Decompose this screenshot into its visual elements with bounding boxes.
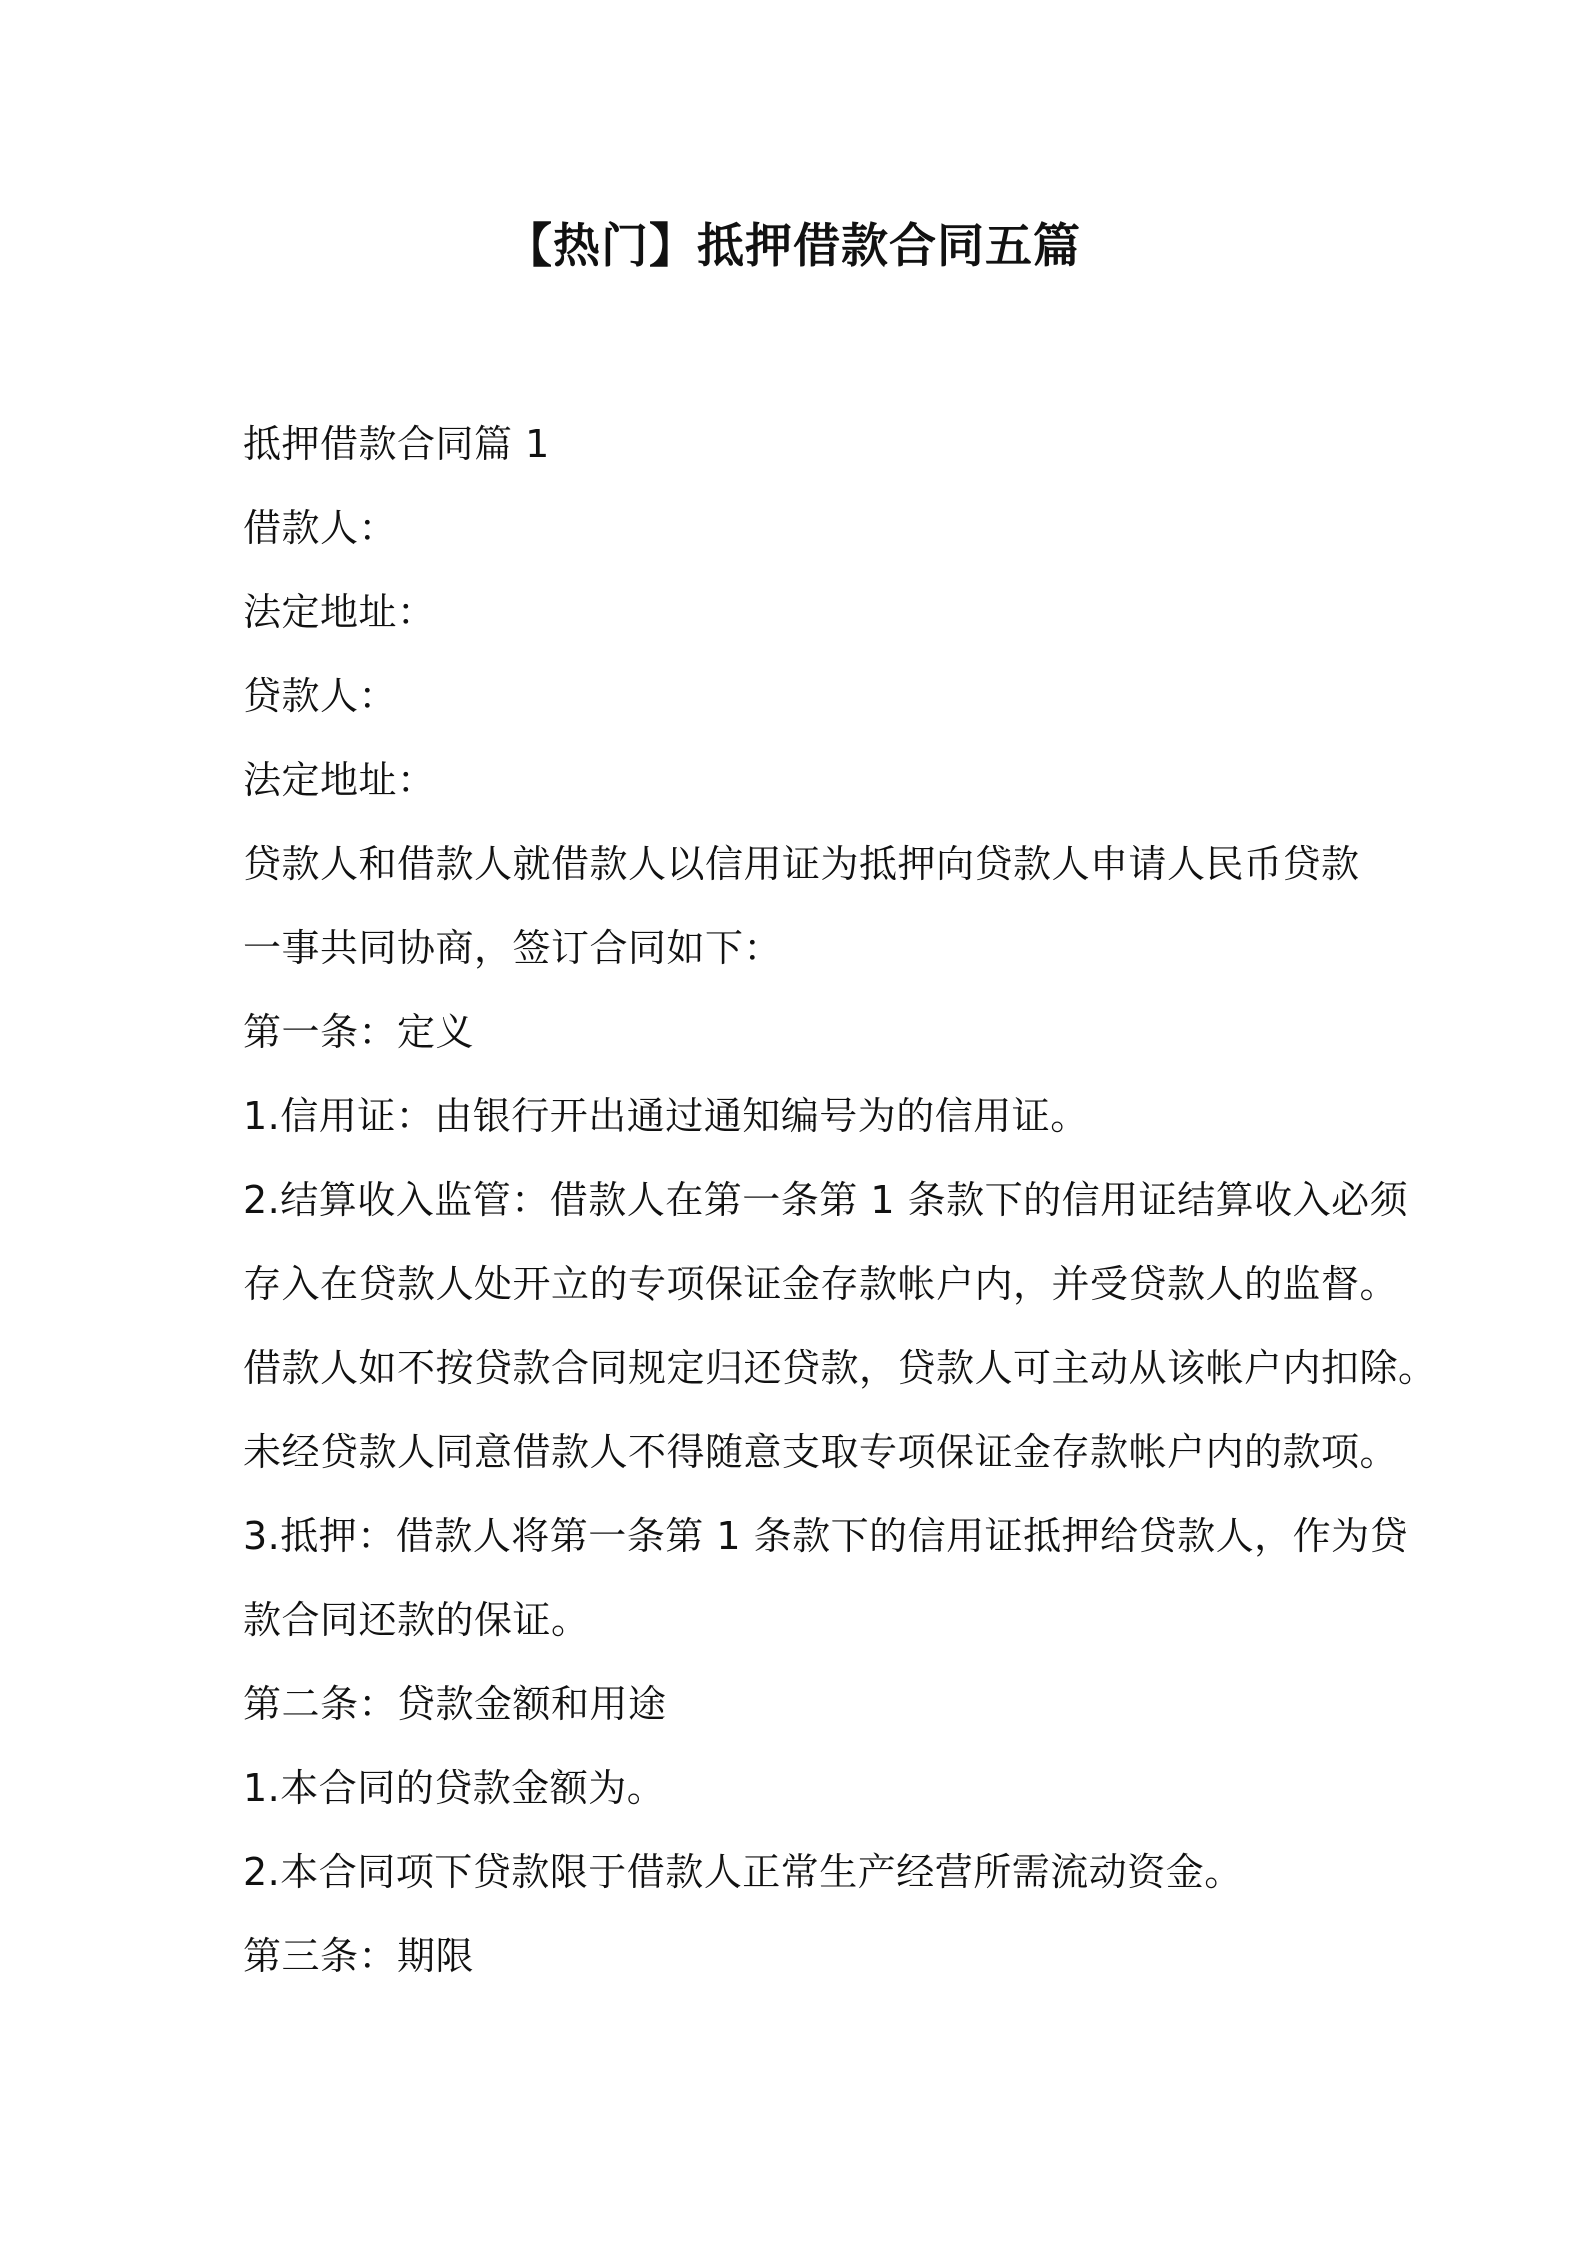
article-heading: 第二条：贷款金额和用途 [243,1682,667,1726]
paragraph-line: 未经贷款人同意借款人不得随意支取专项保证金存款帐户内的款项。 [243,1430,1399,1474]
article-heading: 第三条：期限 [243,1934,475,1978]
paragraph-line: 贷款人和借款人就借款人以信用证为抵押向贷款人申请人民币贷款 [243,842,1360,886]
paragraph-line: 1.本合同的贷款金额为。 [243,1766,666,1810]
paragraph-line: 存入在贷款人处开立的专项保证金存款帐户内，并受贷款人的监督。 [243,1262,1399,1306]
borrower-field-label: 借款人： [243,506,398,550]
paragraph-line: 2.结算收入监管：借款人在第一条第 1 条款下的信用证结算收入必须 [243,1178,1409,1222]
paragraph-line: 款合同还款的保证。 [243,1598,590,1642]
paragraph-line: 2.本合同项下贷款限于借款人正常生产经营所需流动资金。 [243,1850,1243,1894]
article-heading: 第一条：定义 [243,1010,475,1054]
lender-field-label: 贷款人： [243,674,398,718]
lender-address-label: 法定地址： [243,758,436,802]
borrower-address-label: 法定地址： [243,590,436,634]
document-title: 【热门】抵押借款合同五篇 [505,219,1081,274]
document-body [243,402,1437,1998]
paragraph-line: 3.抵押：借款人将第一条第 1 条款下的信用证抵押给贷款人，作为贷 [243,1514,1409,1558]
paragraph-line: 一事共同协商，签订合同如下： [243,926,783,970]
section-heading-contract-1: 抵押借款合同篇 1 [243,422,550,466]
paragraph-line: 1.信用证：由银行开出通过通知编号为的信用证。 [243,1094,1089,1138]
paragraph-line: 借款人如不按贷款合同规定归还贷款，贷款人可主动从该帐户内扣除。 [243,1346,1437,1390]
